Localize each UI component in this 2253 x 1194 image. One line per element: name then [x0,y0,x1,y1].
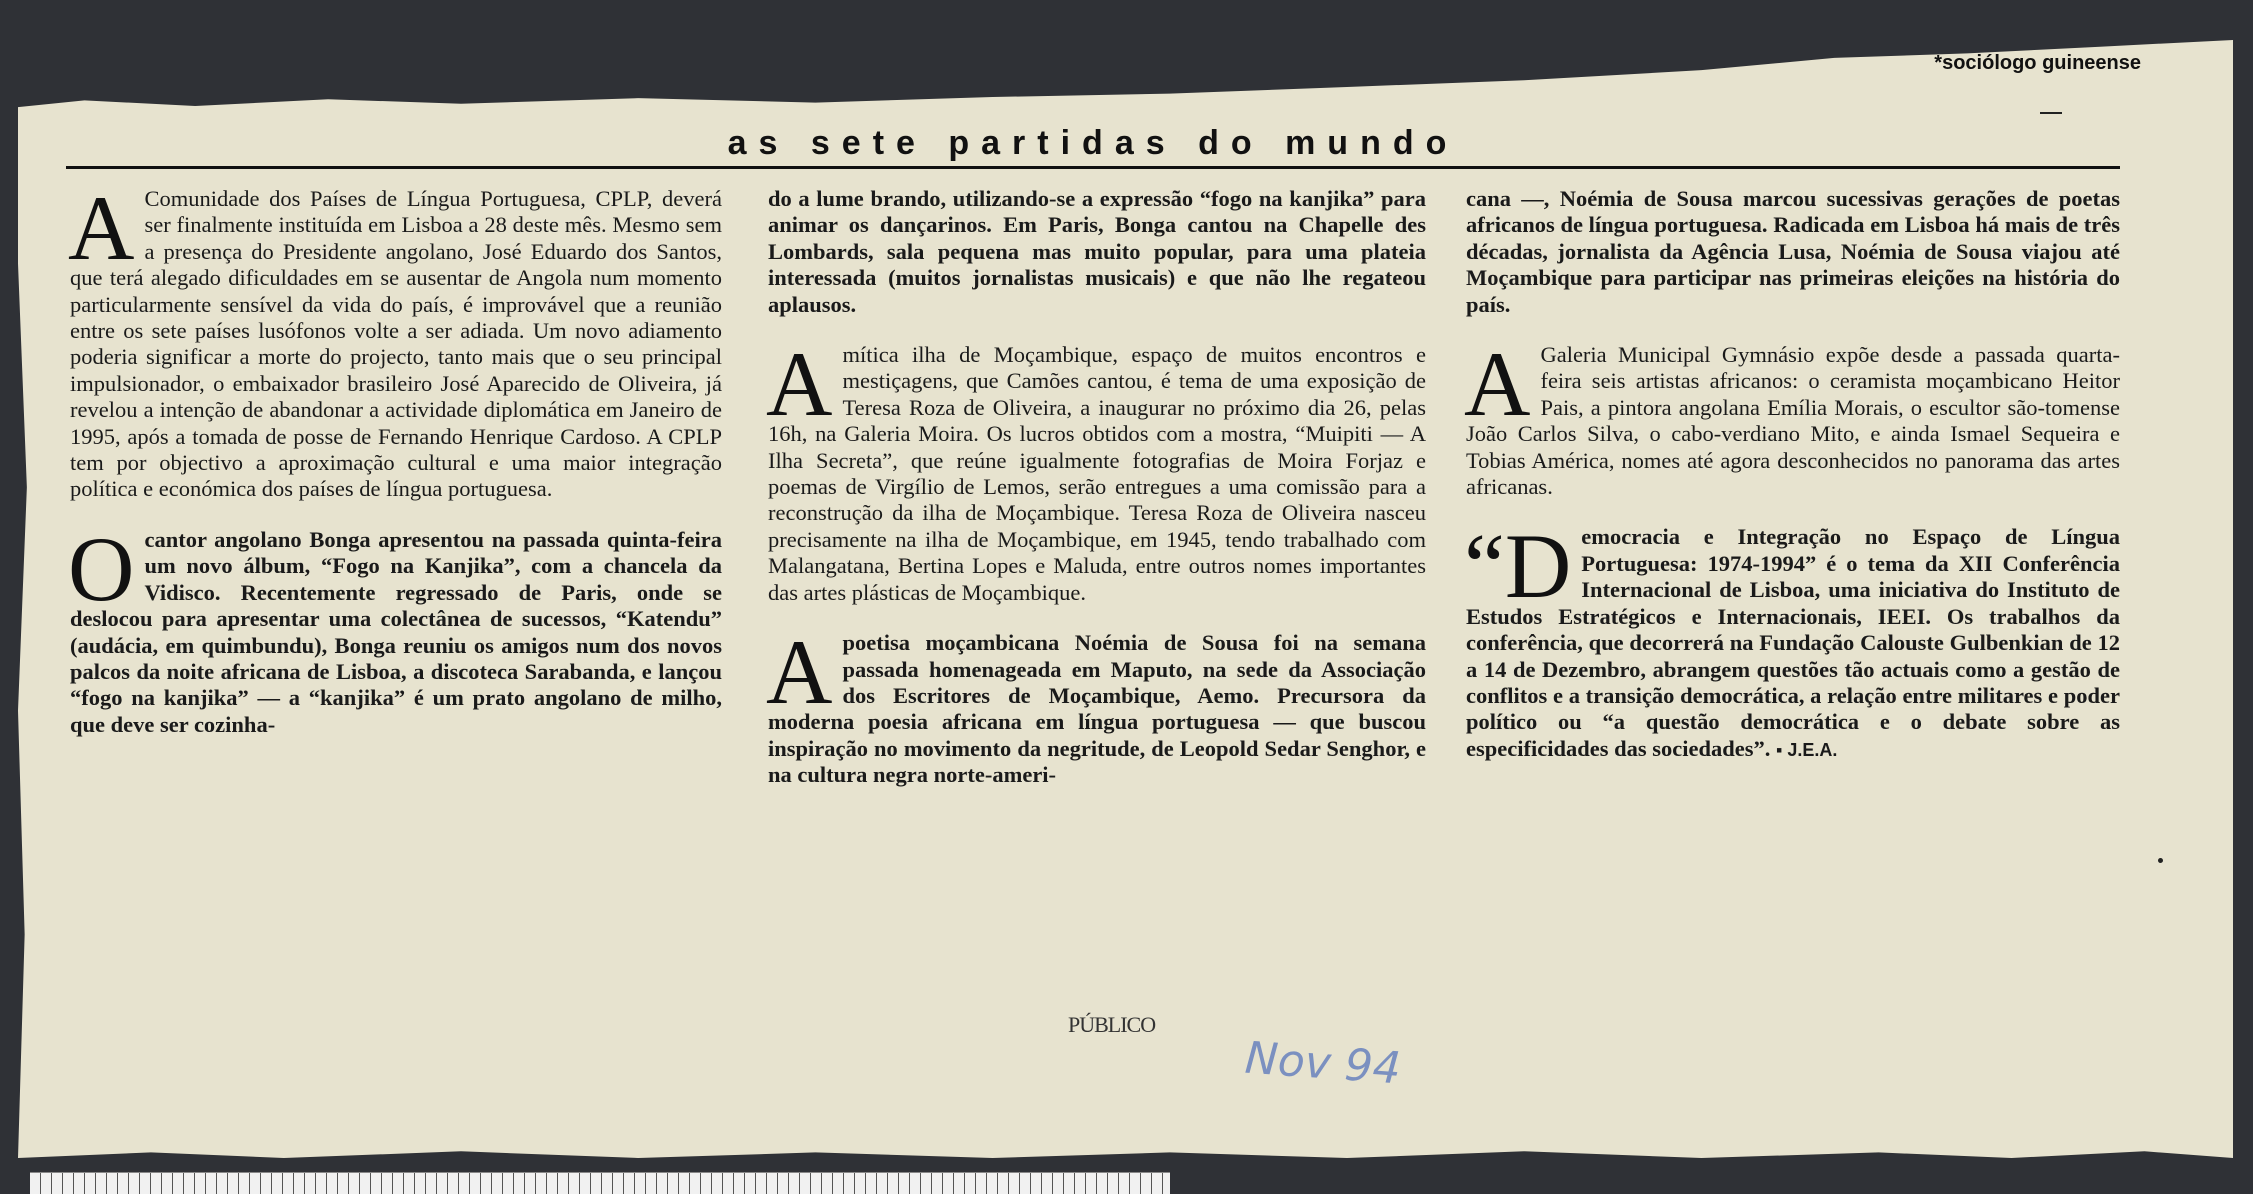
scale-ruler [30,1172,1170,1194]
byline: *sociólogo guineense [1934,52,2141,74]
section-title: as sete partidas do mundo [66,122,2120,169]
article-bonga [68,517,722,738]
article-text: do a lume brando, utilizando-se a expressão “fogo na kanjika” para animar os dançarinos. Em Paris, Bonga cantou na Chapelle des Lombards, sala pequena mas muito popular, para uma plateia interessada (muitos jornalistas musicais) e que não lhe regateou aplausos. [768,186,1426,317]
drop-cap: A [766,621,833,724]
article-text: poetisa moçambicana Noémia de Sousa foi na semana passada homenageada em Maputo, na sede da Associação dos Escritores de Moçambique, Aemo. Precursora da moderna poesia africana em língua portuguesa — que buscou inspiração no movimento da negritude, de Leopold Sedar Senghor, e na cultura negra norte-ameri- [768,630,1426,788]
drop-cap: A [1464,333,1531,436]
article-galeria [1464,333,2120,500]
handwritten-date: Nov 94 [1243,1032,1403,1095]
drop-cap: A [766,333,833,436]
article-text: cana —, Noémia de Sousa marcou sucessivas gerações de poetas africanos de língua portuguesa. Radicada em Lisboa há mais de três décadas, jornalista da Agência Lusa, Noémia de Sousa viajou até Moçambique para participar nas primeiras eleições na história do país. [1466,186,2120,317]
drop-cap: “D [1464,515,1572,618]
column-2 [768,186,1426,813]
article-text: cantor angolano Bonga apresentou na passada quinta-feira um novo álbum, “Fogo na Kanjika”, com a chancela da Vidisco. Recentemente regressado de Paris, onde se deslocou para apresentar uma colectânea de sucessos, “Katendu” (audácia, em quimbundu), Bonga reuniu os amigos num dos novos palcos da noite africana de Lisboa, a discoteca Sarabanda, e lançou “fogo na kanjika” — a “kanjika” é um prato angolano de milho, que deve ser cozinha- [70,526,722,737]
drop-cap: O [68,517,135,620]
article-noemia-continued [1466,186,2120,318]
article-text: mítica ilha de Moçambique, espaço de muitos encontros e mestiçagens, que Camões cantou, é tema de uma exposição de Teresa Roza de Oliveira, a inaugurar no próximo dia 26, pelas 16h, na Galeria Moira. Os lucros obtidos com a mostra, “Muipiti — A Ilha Secreta”, que reúne igualmente fotografias de Moira Forjaz e poemas de Virgílio de Lemos, serão entregues a uma comissão para a reconstrução da ilha de Moçambique. Teresa Roza de Oliveira nasceu precisamente na ilha de Moçambique, em 1945, tendo trabalhado com Malangatana, Bertina Lopes e Maluda, entre outros nomes importantes das artes plásticas de Moçambique. [768,342,1426,605]
column-1 [68,177,722,762]
pen-mark [2040,112,2062,114]
article-text: Galeria Municipal Gymnásio expõe desde a passada quarta-feira seis artistas africanos: o ceramista moçambicano Heitor Pais, a pintora angolana Emília Morais, o escultor são-tomense João Carlos Silva, o cabo-verdiano Mito, e ainda Ismael Sequeira e Tobias América, nomes até agora desconhecidos no panorama das artes africanas. [1466,342,2120,500]
article-text: emocracia e Integração no Espaço de Língua Portuguesa: 1974-1994” é o tema da XII Conferência Internacional de Lisboa, uma iniciativa do Instituto de Estudos Estratégicos e Internacionais, IEEI. Os trabalhos da conferência, que decorrerá na Fundação Calouste Gulbenkian de 12 a 14 de Dezembro, abrangem questões tão actuais como a gestão de conflitos e a transição democrática, a relação entre militares e poder político ou “a questão democrática e o debate sobre as especificidades das sociedades”. [1466,524,2120,761]
column-3 [1466,186,2120,787]
article-text: Comunidade dos Países de Língua Portuguesa, CPLP, deverá ser finalmente instituída em Lisboa a 28 deste mês. Mesmo sem a presença do Presidente angolano, José Eduardo dos Santos, que terá alegado dificuldades em se ausentar de Angola num momento particularmente sensível da vida do país, é improvável que a reunião entre os sete países lusófonos volte a ser adiada. Um novo adiamento poderia significar a morte do projecto, tanto mais que o seu principal impulsionador, o embaixador brasileiro José Aparecido de Oliveira, já revelou a intenção de abandonar a actividade diplomática em Janeiro de 1995, após a tomada de posse de Fernando Henrique Cardoso. A CPLP tem por objectivo a aproximação cultural e uma maior integração política e económica dos países de língua portuguesa. [70,186,722,502]
pen-dot [2158,858,2163,863]
article-noemia [766,621,1426,788]
drop-cap: A [68,177,135,279]
source-publication: PÚBLICO [1068,1012,1156,1037]
article-ilha-mocambique [766,333,1426,606]
article-cplp [68,177,722,503]
article-bonga-continued [768,186,1426,318]
article-conferencia [1464,515,2120,763]
author-signature: ▪ J.E.A. [1776,739,1838,760]
